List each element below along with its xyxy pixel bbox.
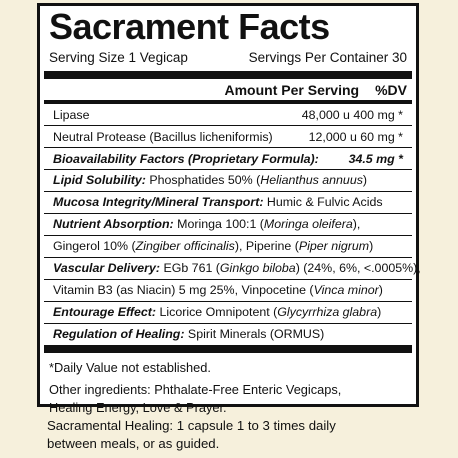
ingredient-amount: 34.5 mg * xyxy=(348,151,403,166)
latin-name: Moringa oleifera xyxy=(263,217,353,231)
ingredient-row-entourage xyxy=(44,302,412,324)
latin-name: Ginkgo biloba xyxy=(219,261,296,275)
ingredient-row-bioavailability xyxy=(44,148,412,170)
directions-footer xyxy=(47,417,336,453)
latin-name: Zingiber officinalis xyxy=(135,239,235,253)
ingredient-name: Neutral Protease (Bacillus licheniformis) xyxy=(53,129,273,144)
ingredient-row-lipid xyxy=(44,170,412,192)
latin-name: Piper nigrum xyxy=(298,239,370,253)
ingredient-row-regulation xyxy=(44,324,412,345)
facts-panel xyxy=(37,3,421,415)
ingredient-text: Licorice Omnipotent ( xyxy=(156,305,278,319)
serving-info xyxy=(40,46,416,71)
ingredient-text: ), Piperine ( xyxy=(234,239,299,253)
ingredient-row-mucosa xyxy=(44,192,412,214)
ingredient-row-lipase xyxy=(44,104,412,126)
ingredient-text: EGb 761 ( xyxy=(160,261,220,275)
ingredient-row-gingerol xyxy=(44,236,412,258)
daily-value-note: *Daily Value not established. xyxy=(49,360,211,375)
servings-per-container: Servings Per Container 30 xyxy=(248,50,407,65)
latin-name: Helianthus annuus xyxy=(260,173,363,187)
ingredient-text: Spirit Minerals (ORMUS) xyxy=(184,327,325,341)
notes-section xyxy=(40,353,416,417)
latin-name: Vinca minor xyxy=(313,283,379,297)
category-label: Regulation of Healing: xyxy=(53,327,185,341)
serving-size: Serving Size 1 Vegicap xyxy=(49,50,188,65)
directions-line-1: Sacramental Healing: 1 capsule 1 to 3 times daily xyxy=(47,418,336,433)
ingredient-text: Phosphatides 50% ( xyxy=(145,173,261,187)
ingredient-row-protease xyxy=(44,126,412,148)
ingredient-row-vascular xyxy=(44,258,421,280)
dv-label: %DV xyxy=(375,82,407,98)
ingredient-text: ) xyxy=(378,283,383,297)
ingredient-name: Bioavailability Factors (Proprietary Formula): xyxy=(53,151,319,166)
ingredient-text: ) (24%, 6%, <.0005%), xyxy=(295,261,421,275)
other-ingredients-line-2: Healing Energy, Love & Prayer. xyxy=(49,400,227,415)
ingredient-text: ) xyxy=(377,305,382,319)
column-header xyxy=(40,79,416,100)
directions-line-2: between meals, or as guided. xyxy=(47,436,220,451)
ingredient-text: Moringa 100:1 ( xyxy=(173,217,264,231)
amount-per-serving-label: Amount Per Serving xyxy=(224,82,360,98)
ingredient-name: Lipase xyxy=(53,107,90,122)
bottom-divider xyxy=(44,345,412,353)
ingredient-text: ) xyxy=(369,239,374,253)
ingredient-text: Vitamin B3 (as Niacin) 5 mg 25%, Vinpocetine ( xyxy=(53,283,314,297)
ingredient-row-nutrient xyxy=(44,214,412,236)
ingredient-text: ), xyxy=(352,217,361,231)
ingredient-text: ) xyxy=(362,173,368,187)
ingredient-row-vitamin xyxy=(44,280,412,302)
thick-divider xyxy=(44,71,412,79)
facts-title: Sacrament Facts xyxy=(49,6,330,47)
category-label: Mucosa Integrity/Mineral Transport: xyxy=(53,195,264,209)
category-label: Lipid Solubility: xyxy=(53,173,146,187)
ingredient-amount: 48,000 u 400 mg * xyxy=(301,107,403,122)
ingredient-text: Humic & Fulvic Acids xyxy=(263,195,383,209)
category-label: Entourage Effect: xyxy=(53,305,157,319)
ingredient-text: Gingerol 10% ( xyxy=(53,239,136,253)
category-label: Nutrient Absorption: xyxy=(53,217,174,231)
other-ingredients-line-1: Other ingredients: Phthalate-Free Enteric Vegicaps, xyxy=(49,382,342,397)
ingredient-amount: 12,000 u 60 mg * xyxy=(308,129,403,144)
latin-name: Glycyrrhiza glabra xyxy=(277,305,378,319)
category-label: Vascular Delivery: xyxy=(53,261,160,275)
